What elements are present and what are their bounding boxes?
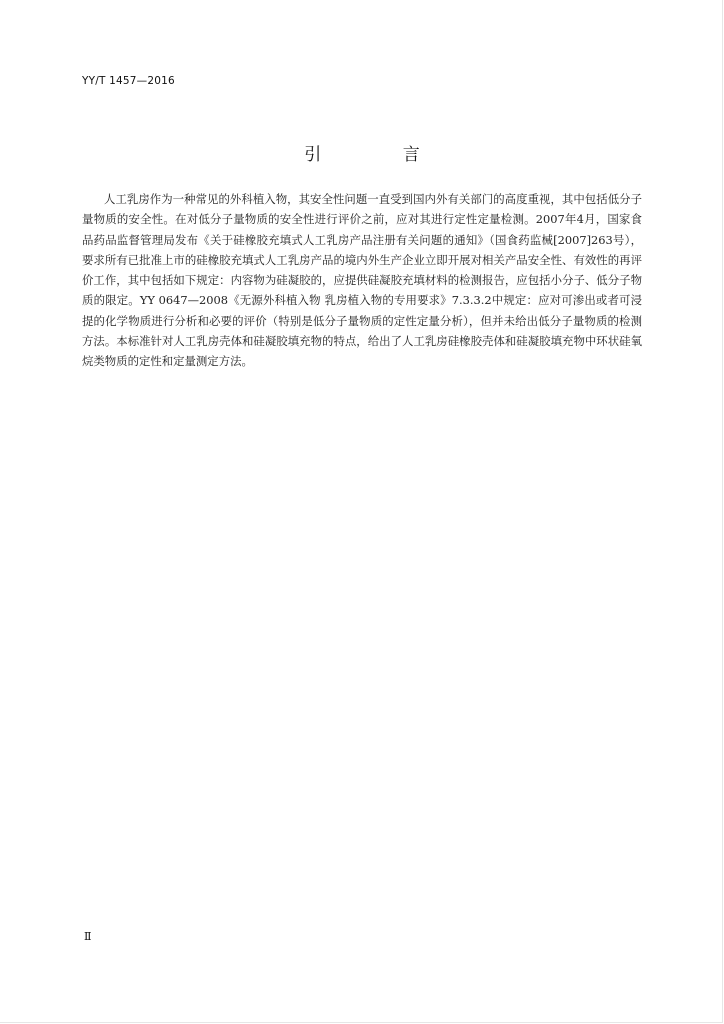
introduction-paragraph: 人工乳房作为一种常见的外科植入物，其安全性问题一直受到国内外有关部门的高度重视，其中包括低分子量物质的安全性。在对低分子量物质的安全性进行评价之前，应对其进行定性定量检测。2007年4月，国家食品药品监督管理局发布《关于硅橡胶充填式人工乳房产品注册有关问题的通知》（国食药监械[2007]263号），要求所有已批准上市的硅橡胶充填式人工乳房产品的境内外生产企业立即开展对相关产品安全性、有效性的再评价工作，其中包括如下规定：内容物为硅凝胶的，应提供硅凝胶充填材料的检测报告，应包括小分子、低分子物质的限定。YY 0647—2008《无源外科植入物 乳房植入物的专用要求》7.3.3.2中规定：应对可渗出或者可浸提的化学物质进行分析和必要的评价（特别是低分子量物质的定性定量分析），但并未给出低分子量物质的检测方法。本标准针对人工乳房壳体和硅凝胶填充物的特点，给出了人工乳房硅橡胶壳体和硅凝胶填充物中环状硅氧烷类物质的定性和定量测定方法。 — [82, 192, 642, 369]
standard-code: YY/T 1457—2016 — [82, 75, 175, 87]
page-title: 引 言 — [304, 145, 458, 165]
page-number: Ⅱ — [84, 930, 92, 943]
